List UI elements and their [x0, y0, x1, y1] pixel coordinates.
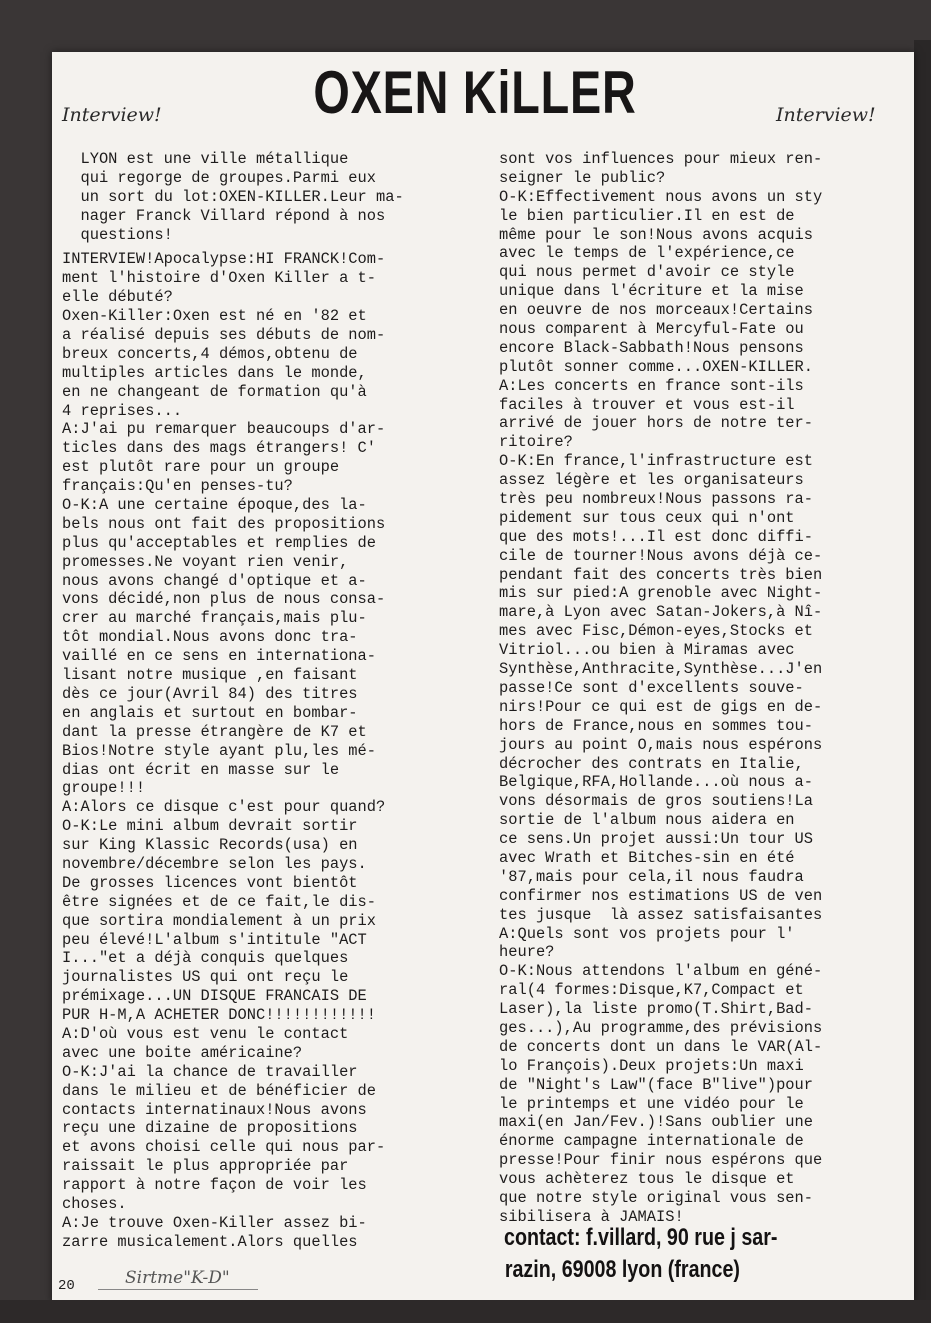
text-line: O-K:Nous attendons l'album en géné- [499, 962, 823, 981]
text-line: jours au point O,mais nous espérons [499, 735, 823, 754]
text-line: même pour le son!Nous avons acquis [499, 225, 814, 244]
text-line: A:Quels sont vos projets pour l' [499, 924, 795, 943]
left-column [62, 150, 462, 1252]
interview-tag-left: Interview! [62, 104, 162, 126]
text-line: ment l'histoire d'Oxen Killer a t- [62, 269, 377, 288]
text-line: O-K:Effectivement nous avons un sty [499, 187, 823, 206]
text-line: elle débuté? [62, 288, 173, 307]
text-line: Bios!Notre style ayant plu,les mé- [62, 741, 377, 760]
text-line: A:Alors ce disque c'est pour quand? [62, 798, 386, 817]
text-line: heure? [499, 943, 555, 962]
text-line: PUR H-M,A ACHETER DONC!!!!!!!!!!!! [62, 1006, 377, 1025]
contact-line-2: razin, 69008 lyon (france) [504, 1256, 740, 1283]
text-line: cile de tourner!Nous avons déjà ce- [499, 546, 823, 565]
text-line: énorme campagne internationale de [499, 1132, 804, 1151]
contact-block [504, 1222, 840, 1286]
text-line: avec le temps de l'expérience,ce [499, 244, 795, 263]
text-line: nager Franck Villard répond à nos [62, 206, 386, 225]
text-line: Oxen-Killer:Oxen est né en '82 et [62, 307, 367, 326]
right-column [499, 150, 906, 1227]
text-line: que sortira mondialement à un prix [62, 911, 377, 930]
text-line: multiples articles dans le monde, [62, 363, 367, 382]
text-line: qui nous permet d'avoir ce style [499, 263, 795, 282]
text-line: en anglais et surtout en bombar- [62, 703, 358, 722]
text-line: zarre musicalement.Alors quelles [62, 1232, 358, 1251]
text-line: ges...),Au programme,des prévisions [499, 1018, 823, 1037]
text-line: assez légère et les organisateurs [499, 471, 804, 490]
signature: Sirtme"K-D" [125, 1268, 230, 1288]
text-line: confirmer nos estimations US de ven [499, 886, 823, 905]
text-line: qui regorge de groupes.Parmi eux [62, 168, 377, 187]
text-line: novembre/décembre selon les pays. [62, 854, 367, 873]
text-line: mis sur pied:A grenoble avec Night- [499, 584, 823, 603]
text-line: vous achèterez tous le disque et [499, 1170, 795, 1189]
text-line: I..."et a déjà conquis quelques [62, 949, 349, 968]
text-line: '87,mais pour cela,il nous faudra [499, 867, 804, 886]
text-line: ce sens.Un projet aussi:Un tour US [499, 830, 814, 849]
text-line: que notre style original vous sen- [499, 1188, 814, 1207]
text-line: dias ont écrit en masse sur le [62, 760, 340, 779]
text-line: ral(4 formes:Disque,K7,Compact et [499, 981, 804, 1000]
text-line: A:D'où vous est venu le contact [62, 1024, 349, 1043]
text-line: un sort du lot:OXEN-KILLER.Leur ma- [62, 187, 404, 206]
text-line: très peu nombreux!Nous passons ra- [499, 490, 814, 509]
text-line: a réalisé depuis ses débuts de nom- [62, 326, 386, 345]
text-line: Vitriol...ou bien à Miramas avec [499, 641, 795, 660]
text-line: vons décidé,non plus de nous consa- [62, 590, 386, 609]
text-line: INTERVIEW!Apocalypse:HI FRANCK!Com- [62, 250, 386, 269]
text-line: sont vos influences pour mieux ren- [499, 150, 823, 168]
text-line: vons désormais de gros soutiens!La [499, 792, 814, 811]
text-line: lisant notre musique ,en faisant [62, 666, 358, 685]
text-line: sortie de l'album nous aidera en [499, 811, 795, 830]
text-line: rapport à notre façon de voir les [62, 1176, 367, 1195]
text-line: Laser),la liste promo(T.Shirt,Bad- [499, 1000, 814, 1019]
text-line: de concerts dont un dans le VAR(Al- [499, 1037, 823, 1056]
page-title: OXEN KiLLER [313, 59, 637, 126]
text-line: peu élevé!L'album s'intitule "ACT [62, 930, 367, 949]
text-line: que des mots!...Il est donc diffi- [499, 527, 814, 546]
text-line: choses. [62, 1194, 127, 1213]
text-line: crer au marché français,mais plu- [62, 609, 367, 628]
text-line: O-K:Le mini album devrait sortir [62, 817, 358, 836]
text-line: dans le milieu et de bénéficier de [62, 1081, 377, 1100]
signature-underline [98, 1289, 258, 1290]
text-line: breux concerts,4 démos,obtenu de [62, 344, 358, 363]
text-line: dès ce jour(Avril 84) des titres [62, 684, 358, 703]
text-line: contacts internatinaux!Nous avons [62, 1100, 367, 1119]
text-line: ticles dans des mags étrangers! C' [62, 439, 377, 458]
text-line: reçu une dizaine de propositions [62, 1119, 358, 1138]
text-line: 4 reprises... [62, 401, 183, 420]
text-line: arrivé de jouer hors de notre ter- [499, 414, 814, 433]
text-line: avec une boite américaine? [62, 1043, 303, 1062]
text-line: presse!Pour finir nous espérons que [499, 1151, 823, 1170]
text-line: tôt mondial.Nous avons donc tra- [62, 628, 358, 647]
text-line: journalistes US qui ont reçu le [62, 968, 349, 987]
text-line: mes avec Fisc,Démon-eyes,Stocks et [499, 622, 814, 641]
text-line: De grosses licences vont bientôt [62, 873, 358, 892]
scan-bottom-edge [0, 1300, 931, 1323]
text-line: nous comparent à Mercyful-Fate ou [499, 320, 804, 339]
text-line: Belgique,RFA,Hollande...où nous a- [499, 773, 814, 792]
text-line: nirs!Pour ce qui est de gigs en de- [499, 697, 823, 716]
text-line: A:Les concerts en france sont-ils [499, 376, 804, 395]
text-line: faciles à trouver et vous est-il [499, 395, 795, 414]
text-line: bels nous ont fait des propositions [62, 514, 386, 533]
text-line: raissait le plus appropriée par [62, 1157, 349, 1176]
text-line: A:J'ai pu remarquer beaucoups d'ar- [62, 420, 386, 439]
text-line: O-K:A une certaine époque,des la- [62, 496, 367, 515]
text-line: promesses.Ne voyant rien venir, [62, 552, 349, 571]
text-line: le printemps et une vidéo pour le [499, 1094, 804, 1113]
text-line: prémixage...UN DISQUE FRANCAIS DE [62, 987, 367, 1006]
text-line: seigner le public? [499, 168, 666, 187]
text-line: lo François).Deux projets:Un maxi [499, 1056, 804, 1075]
text-line: A:Je trouve Oxen-Killer assez bi- [62, 1213, 367, 1232]
text-line: tes jusque là assez satisfaisantes [499, 905, 823, 924]
text-line: hors de France,nous en sommes tou- [499, 716, 814, 735]
text-line: pendant fait des concerts très bien [499, 565, 823, 584]
text-line: vaillé en ce sens en internationa- [62, 647, 377, 666]
text-line: sibilisera à JAMAIS! [499, 1207, 684, 1226]
page-number: 20 [58, 1278, 75, 1294]
text-line: unique dans l'écriture et la mise [499, 282, 804, 301]
text-line: être signées et de ce fait,le dis- [62, 892, 377, 911]
text-line: plus qu'acceptables et remplies de [62, 533, 377, 552]
text-line: groupe!!! [62, 779, 146, 798]
text-line: mare,à Lyon avec Satan-Jokers,à Nî- [499, 603, 823, 622]
text-line: O-K:En france,l'infrastructure est [499, 452, 814, 471]
text-line: décrocher des contrats en Italie, [499, 754, 804, 773]
text-line: encore Black-Sabbath!Nous pensons [499, 338, 804, 357]
text-line: nous avons changé d'optique et a- [62, 571, 367, 590]
text-line: pidement sur tous ceux qui n'ont [499, 508, 795, 527]
text-line: passe!Ce sont d'excellents souve- [499, 678, 804, 697]
text-line: LYON est une ville métallique [62, 150, 349, 168]
text-line: en ne changeant de formation qu'à [62, 382, 367, 401]
text-line: et avons choisi celle qui nous par- [62, 1138, 386, 1157]
text-line: le bien particulier.Il en est de [499, 206, 795, 225]
text-line: français:Qu'en penses-tu? [62, 477, 293, 496]
text-line: avec Wrath et Bitches-sin en été [499, 848, 795, 867]
interview-tag-right: Interview! [776, 104, 876, 126]
text-line: plutôt sonner comme...OXEN-KILLER. [499, 357, 814, 376]
text-line: en oeuvre de nos morceaux!Certains [499, 301, 814, 320]
text-line: sur King Klassic Records(usa) en [62, 836, 358, 855]
text-line: dant la presse étrangère de K7 et [62, 722, 367, 741]
scan-right-edge [914, 40, 931, 1323]
text-line: maxi(en Jan/Fev.)!Sans oublier une [499, 1113, 814, 1132]
text-line: questions! [62, 225, 173, 244]
text-line: Synthèse,Anthracite,Synthèse...J'en [499, 660, 823, 679]
text-line: de "Night's Law"(face B"live")pour [499, 1075, 814, 1094]
text-line: ritoire? [499, 433, 573, 452]
text-line: O-K:J'ai la chance de travailler [62, 1062, 358, 1081]
text-line: est plutôt rare pour un groupe [62, 458, 340, 477]
contact-line-1: contact: f.villard, 90 rue j sar- [504, 1224, 778, 1251]
